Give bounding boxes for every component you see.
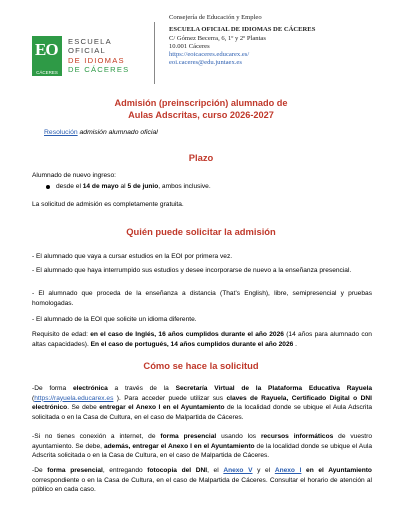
req-end: . xyxy=(293,340,297,348)
p1-f: ). Para acceder puede utilizar sus xyxy=(113,394,227,402)
quien-item-1: - El alumnado que vaya a cursar estudios en la EOI por primera vez. xyxy=(32,253,233,260)
heading-como: Cómo se hace la solicitud xyxy=(143,360,259,371)
p3-h: correspondiente o en la Casa de Cultura, en el caso de Malpartida de Cáceres. Consultar el horario de atención al público en cada caso. xyxy=(32,476,372,493)
req-portugues: En el caso de portugués, 14 años cumplidos durante el año 2026 xyxy=(90,340,294,348)
bullet-icon xyxy=(46,185,50,189)
p1-j: de la localidad donde se ubique el Aula Adscrita solicitada o en la Casa de Cultura, en el caso de Malpartida de Cáceres. xyxy=(32,404,372,421)
resolucion-link[interactable]: Resolución xyxy=(44,129,78,136)
p1-i: entregar el Anexo I en el Ayuntamiento xyxy=(99,404,225,411)
p3-d: fotocopia del DNI xyxy=(147,467,208,474)
como-sin-internet xyxy=(32,432,372,461)
resolucion-line xyxy=(44,129,158,136)
institution-info xyxy=(169,14,315,68)
dates-mid: al xyxy=(118,183,128,190)
p1-c: a través de la xyxy=(107,385,176,392)
website-link[interactable]: https://eoicaceres.educarex.es/ xyxy=(169,51,250,59)
quien-item-3: - El alumnado que proceda de la enseñanza a distancia (That’s English), libre, semipresencial y pruebas homologadas. xyxy=(32,290,372,307)
p2-a: -Si no tienes conexión a internet, de xyxy=(32,433,161,440)
address-line-2: 10.001 Cáceres xyxy=(169,42,210,50)
logo-line-1: ESCUELA xyxy=(68,37,112,46)
resolucion-text: admisión alumnado oficial xyxy=(79,129,158,136)
date-from: 14 de mayo xyxy=(82,183,119,190)
p1-g: claves de Rayuela, Certificado Digital o DNI electrónico xyxy=(32,394,372,411)
anexo-i-link[interactable]: Anexo I xyxy=(274,467,302,474)
p1-h: . Se debe xyxy=(67,404,100,411)
anexo-v-link[interactable]: Anexo V xyxy=(223,467,253,474)
plazo-free-note: La solicitud de admisión es completamente gratuita. xyxy=(32,201,184,208)
email-link[interactable]: eoi.caceres@edu.juntaex.es xyxy=(169,59,242,67)
rayuela-link[interactable]: https://rayuela.educarex.es xyxy=(34,394,114,402)
req-label: Requisito de edad: xyxy=(32,331,91,338)
p3-e: , el xyxy=(207,467,224,474)
logo-emblem xyxy=(32,36,62,76)
p1-b: electrónica xyxy=(72,385,108,392)
dates-suffix: , ambos inclusive. xyxy=(158,183,211,190)
p1-a: -De forma xyxy=(32,385,73,392)
consejeria: Consejería de Educación y Empleo xyxy=(169,14,262,21)
title-line-1: Admisión (preinscripción) alumnado de xyxy=(114,98,288,108)
p3-f: y el xyxy=(252,467,275,474)
p3-a: -De xyxy=(32,467,48,474)
logo-eo: EO xyxy=(35,40,58,59)
p2-e: de vuestro ayuntamiento. Se debe, xyxy=(32,433,372,450)
logo-line-3: DE IDIOMAS xyxy=(68,55,125,65)
document-header xyxy=(32,14,382,86)
p3-b: forma presencial xyxy=(47,467,103,474)
logo-city: CÁCERES xyxy=(36,70,58,75)
quien-item-2: - El alumnado que haya interrumpido sus estudios y desee incorporarse de nuevo a la enseñanza presencial. xyxy=(32,267,352,274)
p1-d: Secretaría Virtual de la Plataforma Educativa Rayuela xyxy=(175,385,373,392)
logo-wordmark xyxy=(68,37,129,75)
plazo-dates xyxy=(56,183,211,190)
school-name: ESCUELA OFICIAL DE IDIOMAS DE CÁCERES xyxy=(169,26,316,34)
p3-g: en el Ayuntamiento xyxy=(301,467,372,474)
header-divider xyxy=(154,22,155,84)
como-presencial xyxy=(32,466,372,495)
p2-b: forma presencial xyxy=(160,433,217,440)
p2-c: usando los xyxy=(216,433,261,440)
req-ingles: en el caso de Inglés, 16 años cumplidos durante el año 2026 xyxy=(90,331,284,338)
title-line-2: Aulas Adscritas, curso 2026-2027 xyxy=(128,110,274,120)
quien-item-4: - El alumnado de la EOI que solicite un idioma diferente. xyxy=(32,316,197,323)
p1-e: ( xyxy=(32,394,35,402)
address-line-1: C/ Gómez Becerra, 6, 1º y 2º Plantas xyxy=(169,34,266,42)
p3-c: , entregando xyxy=(102,467,148,474)
p2-f: además, entregar el Anexo I en el Ayuntamiento xyxy=(103,442,255,450)
school-logo[interactable] xyxy=(32,36,142,78)
age-requirement xyxy=(32,330,372,349)
date-to: 5 de junio xyxy=(127,183,159,190)
como-electronica xyxy=(32,384,372,422)
p2-d: recursos informáticos xyxy=(260,433,334,440)
req-note: (14 años para alumnado con altas capacidades). xyxy=(32,331,372,348)
dates-prefix: desde el xyxy=(56,183,83,190)
plazo-intro: Alumnado de nuevo ingreso: xyxy=(32,172,116,179)
page-title xyxy=(0,97,402,121)
p2-g: de la localidad donde se ubique el Aula Adscrita solicitada o en la Casa de Cultura, en el caso de Malpartida de Cáceres. xyxy=(32,442,372,459)
heading-quien: Quién puede solicitar la admisión xyxy=(126,226,276,237)
heading-plazo: Plazo xyxy=(188,152,214,163)
logo-line-4: DE CÁCERES xyxy=(68,65,130,75)
logo-line-2: OFICIAL xyxy=(68,46,106,56)
